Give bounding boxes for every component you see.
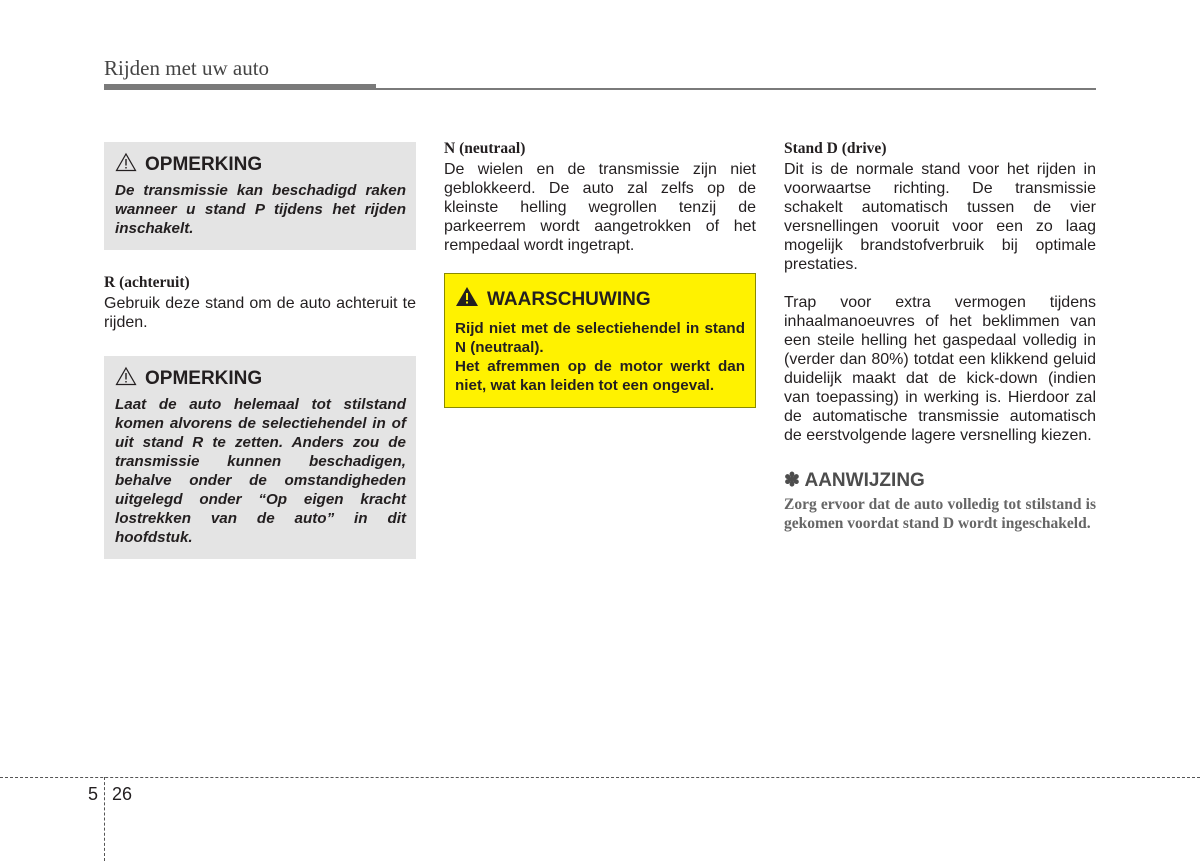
column-left <box>104 140 416 559</box>
note-text: De transmissie kan beschadigd raken wanneer u stand P tijdens het rijden inschakelt. <box>115 182 406 237</box>
section-text-2: Trap voor extra vermogen tijdens inhaalmanoeuvres of het beklimmen van een steile helling het gaspedaal volledig in (verder dan 80%) totdat een klikkend geluid duidelijk maakt dat de kick-down (indien van toepassing) in werking is. Hierdoor zal de automatische transmissie automatisch de eerstvolgende lagere versnelling kiezen. <box>784 294 1096 444</box>
section-reverse <box>104 274 416 332</box>
page-header-title: Rijden met uw auto <box>104 56 270 80</box>
column-right <box>784 140 1096 533</box>
section-neutral <box>444 140 756 255</box>
column-middle <box>444 140 756 408</box>
warning-heading <box>455 286 745 313</box>
caution-outline-icon <box>115 152 137 178</box>
caution-outline-icon <box>115 366 137 392</box>
chapter-number: 5 <box>88 784 99 804</box>
warning-box <box>444 273 756 408</box>
header-rule-thick <box>104 84 376 90</box>
section-text: De wielen en de transmissie zijn niet geblokkeerd. De auto zal zelfs op de kleinste helling wegrollen tenzij de parkeerrem wordt aangetrokken of het rempedaal wordt ingetrapt. <box>444 161 756 254</box>
hint-title: ✽ AANWIJZING <box>784 470 925 491</box>
hint-text: Zorg ervoor dat de auto volledig tot stilstand is gekomen voordat stand D wordt ingeschakeld. <box>784 496 1096 532</box>
warning-filled-icon <box>455 286 479 313</box>
note-heading <box>115 152 406 178</box>
header-rule-thin <box>376 88 1096 90</box>
note-box-reverse <box>104 356 416 559</box>
footer-dashed-rule <box>0 777 1200 778</box>
warning-text <box>455 319 745 395</box>
page-number: 26 <box>112 784 133 804</box>
note-text: Laat de auto helemaal tot stilstand komen alvorens de selectiehendel in of uit stand R te zetten. Anders zou de transmissie kunnen beschadigen, behalve onder de omstandigheden uitgelegd onder “Op eigen kracht lostrekken van de auto” in dit hoofdstuk. <box>115 396 406 546</box>
section-heading: N (neutraal) <box>444 140 526 157</box>
warning-line-2: Het afremmen op de motor werkt dan niet, wat kan leiden tot een ongeval. <box>455 358 745 394</box>
note-title: OPMERKING <box>145 368 263 389</box>
section-heading: Stand D (drive) <box>784 140 887 157</box>
note-title: OPMERKING <box>145 154 263 175</box>
note-heading <box>115 366 406 392</box>
warning-line-1: Rijd niet met de selectiehendel in stand N (neutraal). <box>455 320 745 356</box>
note-box-park <box>104 142 416 250</box>
section-drive <box>784 140 1096 445</box>
footer-dashed-divider <box>104 777 105 861</box>
section-heading: R (achteruit) <box>104 274 190 291</box>
section-text: Gebruik deze stand om de auto achteruit te rijden. <box>104 295 416 331</box>
section-text-1: Dit is de normale stand voor het rijden in voorwaartse richting. De transmissie schakelt automatisch tussen de vier versnellingen vooruit voor een zo laag mogelijk brandstofverbruik bij optimale prestaties. <box>784 161 1096 273</box>
warning-title: WAARSCHUWING <box>487 288 651 310</box>
hint-block <box>784 469 1096 533</box>
